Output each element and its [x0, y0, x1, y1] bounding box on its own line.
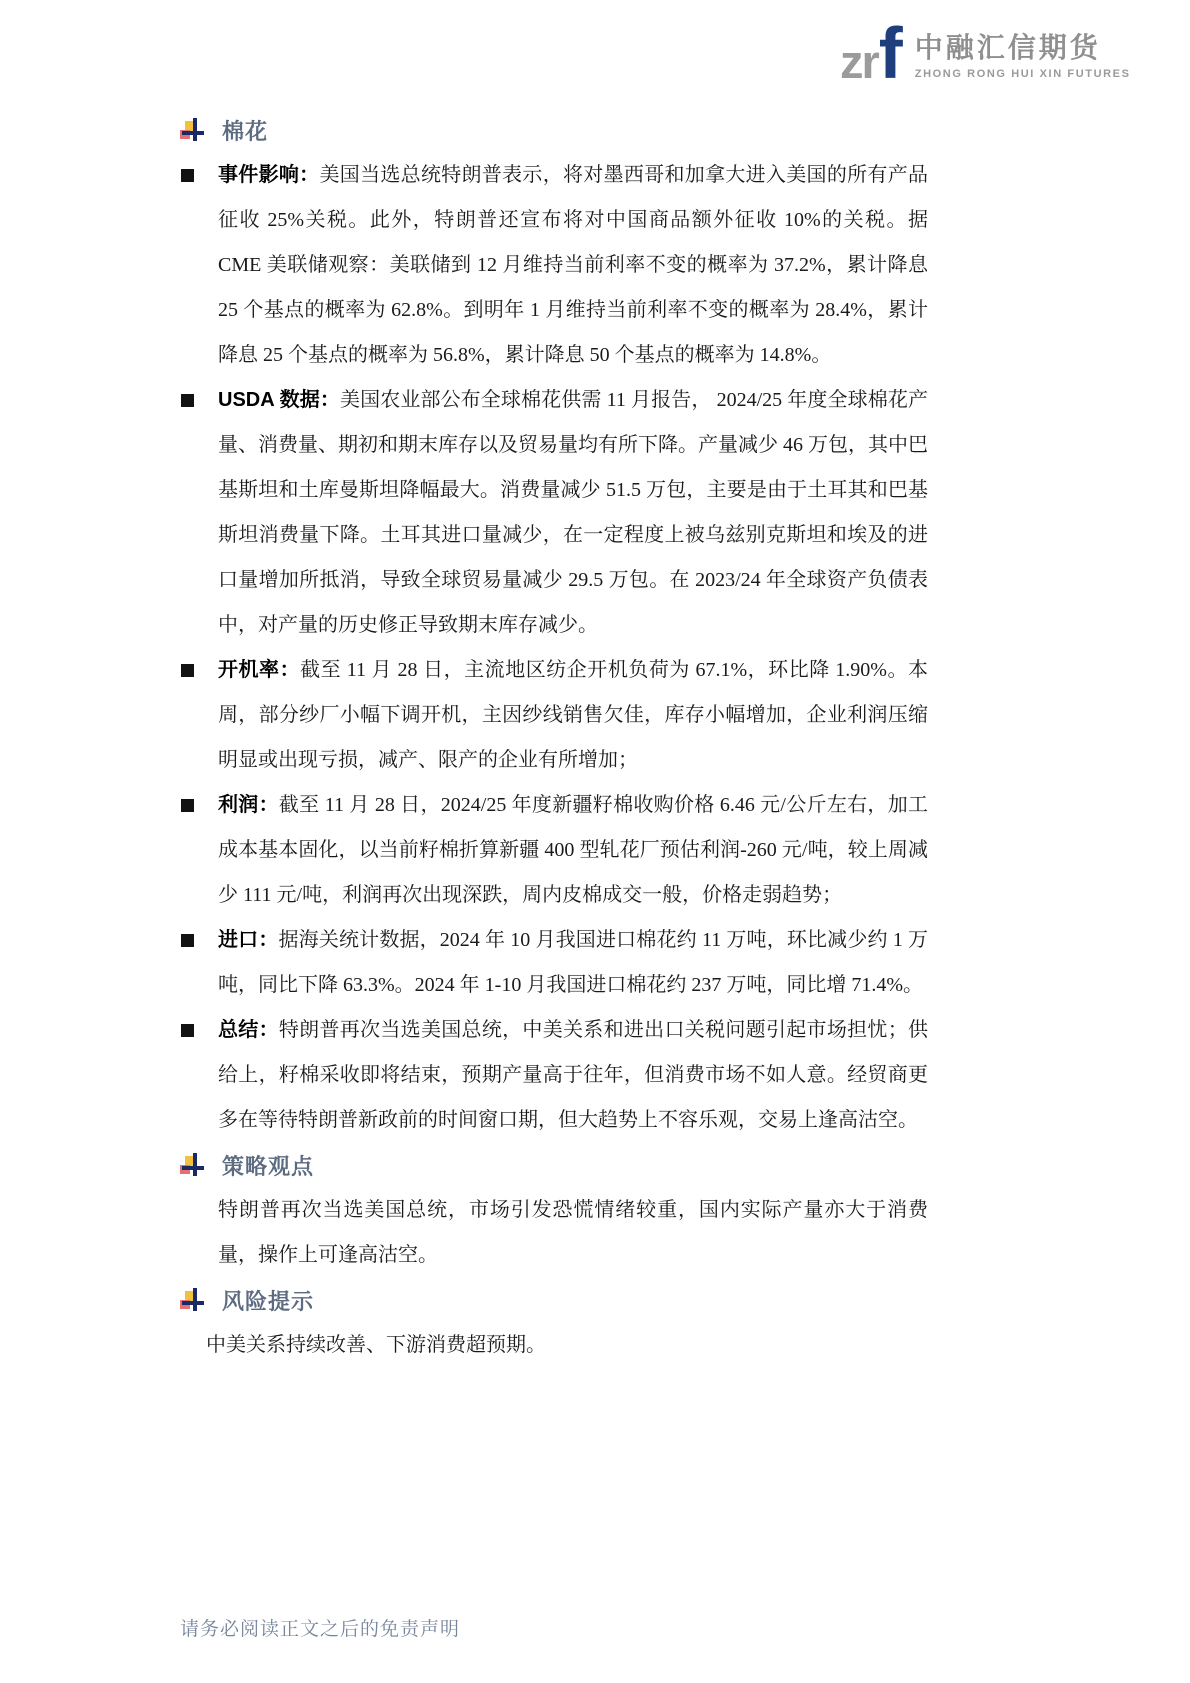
colored-plus-bullet-icon	[180, 1288, 205, 1314]
section-header-strategy	[180, 1143, 940, 1188]
bullet-text: USDA 数据：美国农业部公布全球棉花供需 11 月报告， 2024/25 年度全球棉花产量、消费量、期初和期末库存以及贸易量均有所下降。产量减少 46 万包，其中巴基斯坦和土库曼斯坦降幅最大。消费量减少 51.5 万包，主要是由于土耳其和巴基斯坦消费量下降。土耳其进口量减少，在一定程度上被乌兹别克斯坦和埃及的进口量增加所抵消，导致全球贸易量减少 29.5 万包。在 2023/24 年全球资产负债表中，对产量的历史修正导致期末库存减少。	[218, 389, 928, 636]
square-bullet-icon	[181, 664, 194, 677]
brand-logo	[840, 14, 1131, 94]
bullet-label: 总结：	[218, 1019, 279, 1041]
square-bullet-icon	[181, 799, 194, 812]
bullet-label: 事件影响：	[218, 164, 320, 186]
section-header-risk	[180, 1278, 940, 1323]
strategy-paragraph: 特朗普再次当选美国总统，市场引发恐慌情绪较重，国内实际产量亦大于消费量，操作上可逢高沽空。	[218, 1199, 928, 1266]
section-header-cotton	[180, 108, 940, 153]
square-bullet-icon	[181, 169, 194, 182]
report-body	[180, 108, 940, 1368]
risk-paragraph: 中美关系持续改善、下游消费超预期。	[206, 1334, 546, 1356]
bullet-text: 事件影响：美国当选总统特朗普表示，将对墨西哥和加拿大进入美国的所有产品征收 25%关税。此外，特朗普还宣布将对中国商品额外征收 10%的关税。据 CME 美联储观察：美联储到 12 月维持当前利率不变的概率为 37.2%，累计降息 25 个基点的概率为 62.8%。到明年 1 月维持当前利率不变的概率为 28.4%，累计降息 25 个基点的概率为 56.8%，累计降息 50 个基点的概率为 14.8%。	[218, 164, 929, 366]
square-bullet-icon	[181, 1024, 194, 1037]
logo-company-name-en: ZHONG RONG HUI XIN FUTURES	[914, 67, 1131, 80]
bullet-text: 开机率：截至 11 月 28 日，主流地区纺企开机负荷为 67.1%，环比降 1.90%。本周，部分纱厂小幅下调开机，主因纱线销售欠佳，库存小幅增加，企业利润压缩明显或出现亏损，减产、限产的企业有所增加；	[218, 659, 929, 771]
square-bullet-icon	[181, 394, 194, 407]
disclaimer-text: 请务必阅读正文之后的免责声明	[180, 1619, 461, 1640]
bullet-item-usda-data	[180, 378, 940, 648]
bullet-label: 利润：	[218, 794, 279, 816]
logo-f-letter: f	[878, 14, 903, 94]
bullet-label: USDA 数据：	[218, 389, 340, 411]
section-title-risk: 风险提示	[222, 1289, 315, 1314]
colored-plus-bullet-icon	[180, 118, 205, 144]
bullet-item-event-impact	[180, 153, 940, 378]
section-title-strategy: 策略观点	[222, 1154, 315, 1179]
bullet-item-imports	[180, 918, 940, 1008]
disclaimer-footer	[180, 1614, 460, 1641]
colored-plus-bullet-icon	[180, 1153, 205, 1179]
logo-wordmark	[915, 33, 1131, 80]
bullet-label: 进口：	[218, 929, 279, 951]
section-title-cotton: 棉花	[222, 119, 269, 144]
bullet-text: 利润：截至 11 月 28 日，2024/25 年度新疆籽棉收购价格 6.46 元/公斤左右，加工成本基本固化，以当前籽棉折算新疆 400 型轧花厂预估利润-260 元/吨，较上周减少 111 元/吨，利润再次出现深跌，周内皮棉成交一般，价格走弱趋势；	[218, 794, 928, 906]
bullet-item-operating-rate	[180, 648, 940, 783]
bullet-item-profit	[180, 783, 940, 918]
bullet-text: 进口：据海关统计数据，2024 年 10 月我国进口棉花约 11 万吨，环比减少约 1 万吨，同比下降 63.3%。2024 年 1-10 月我国进口棉花约 237 万吨，同比增 71.4%。	[218, 929, 929, 996]
logo-company-name-cn: 中融汇信期货	[914, 32, 1101, 64]
bullet-label: 开机率：	[218, 659, 301, 681]
square-bullet-icon	[181, 934, 194, 947]
bullet-item-summary	[180, 1008, 940, 1143]
bullet-text: 总结：特朗普再次当选美国总统，中美关系和进出口关税问题引起市场担忧；供给上，籽棉采收即将结束，预期产量高于往年，但消费市场不如人意。经贸商更多在等待特朗普新政前的时间窗口期，但大趋势上不容乐观，交易上逢高沽空。	[218, 1019, 929, 1131]
logo-zr-letters: zr	[840, 35, 878, 89]
